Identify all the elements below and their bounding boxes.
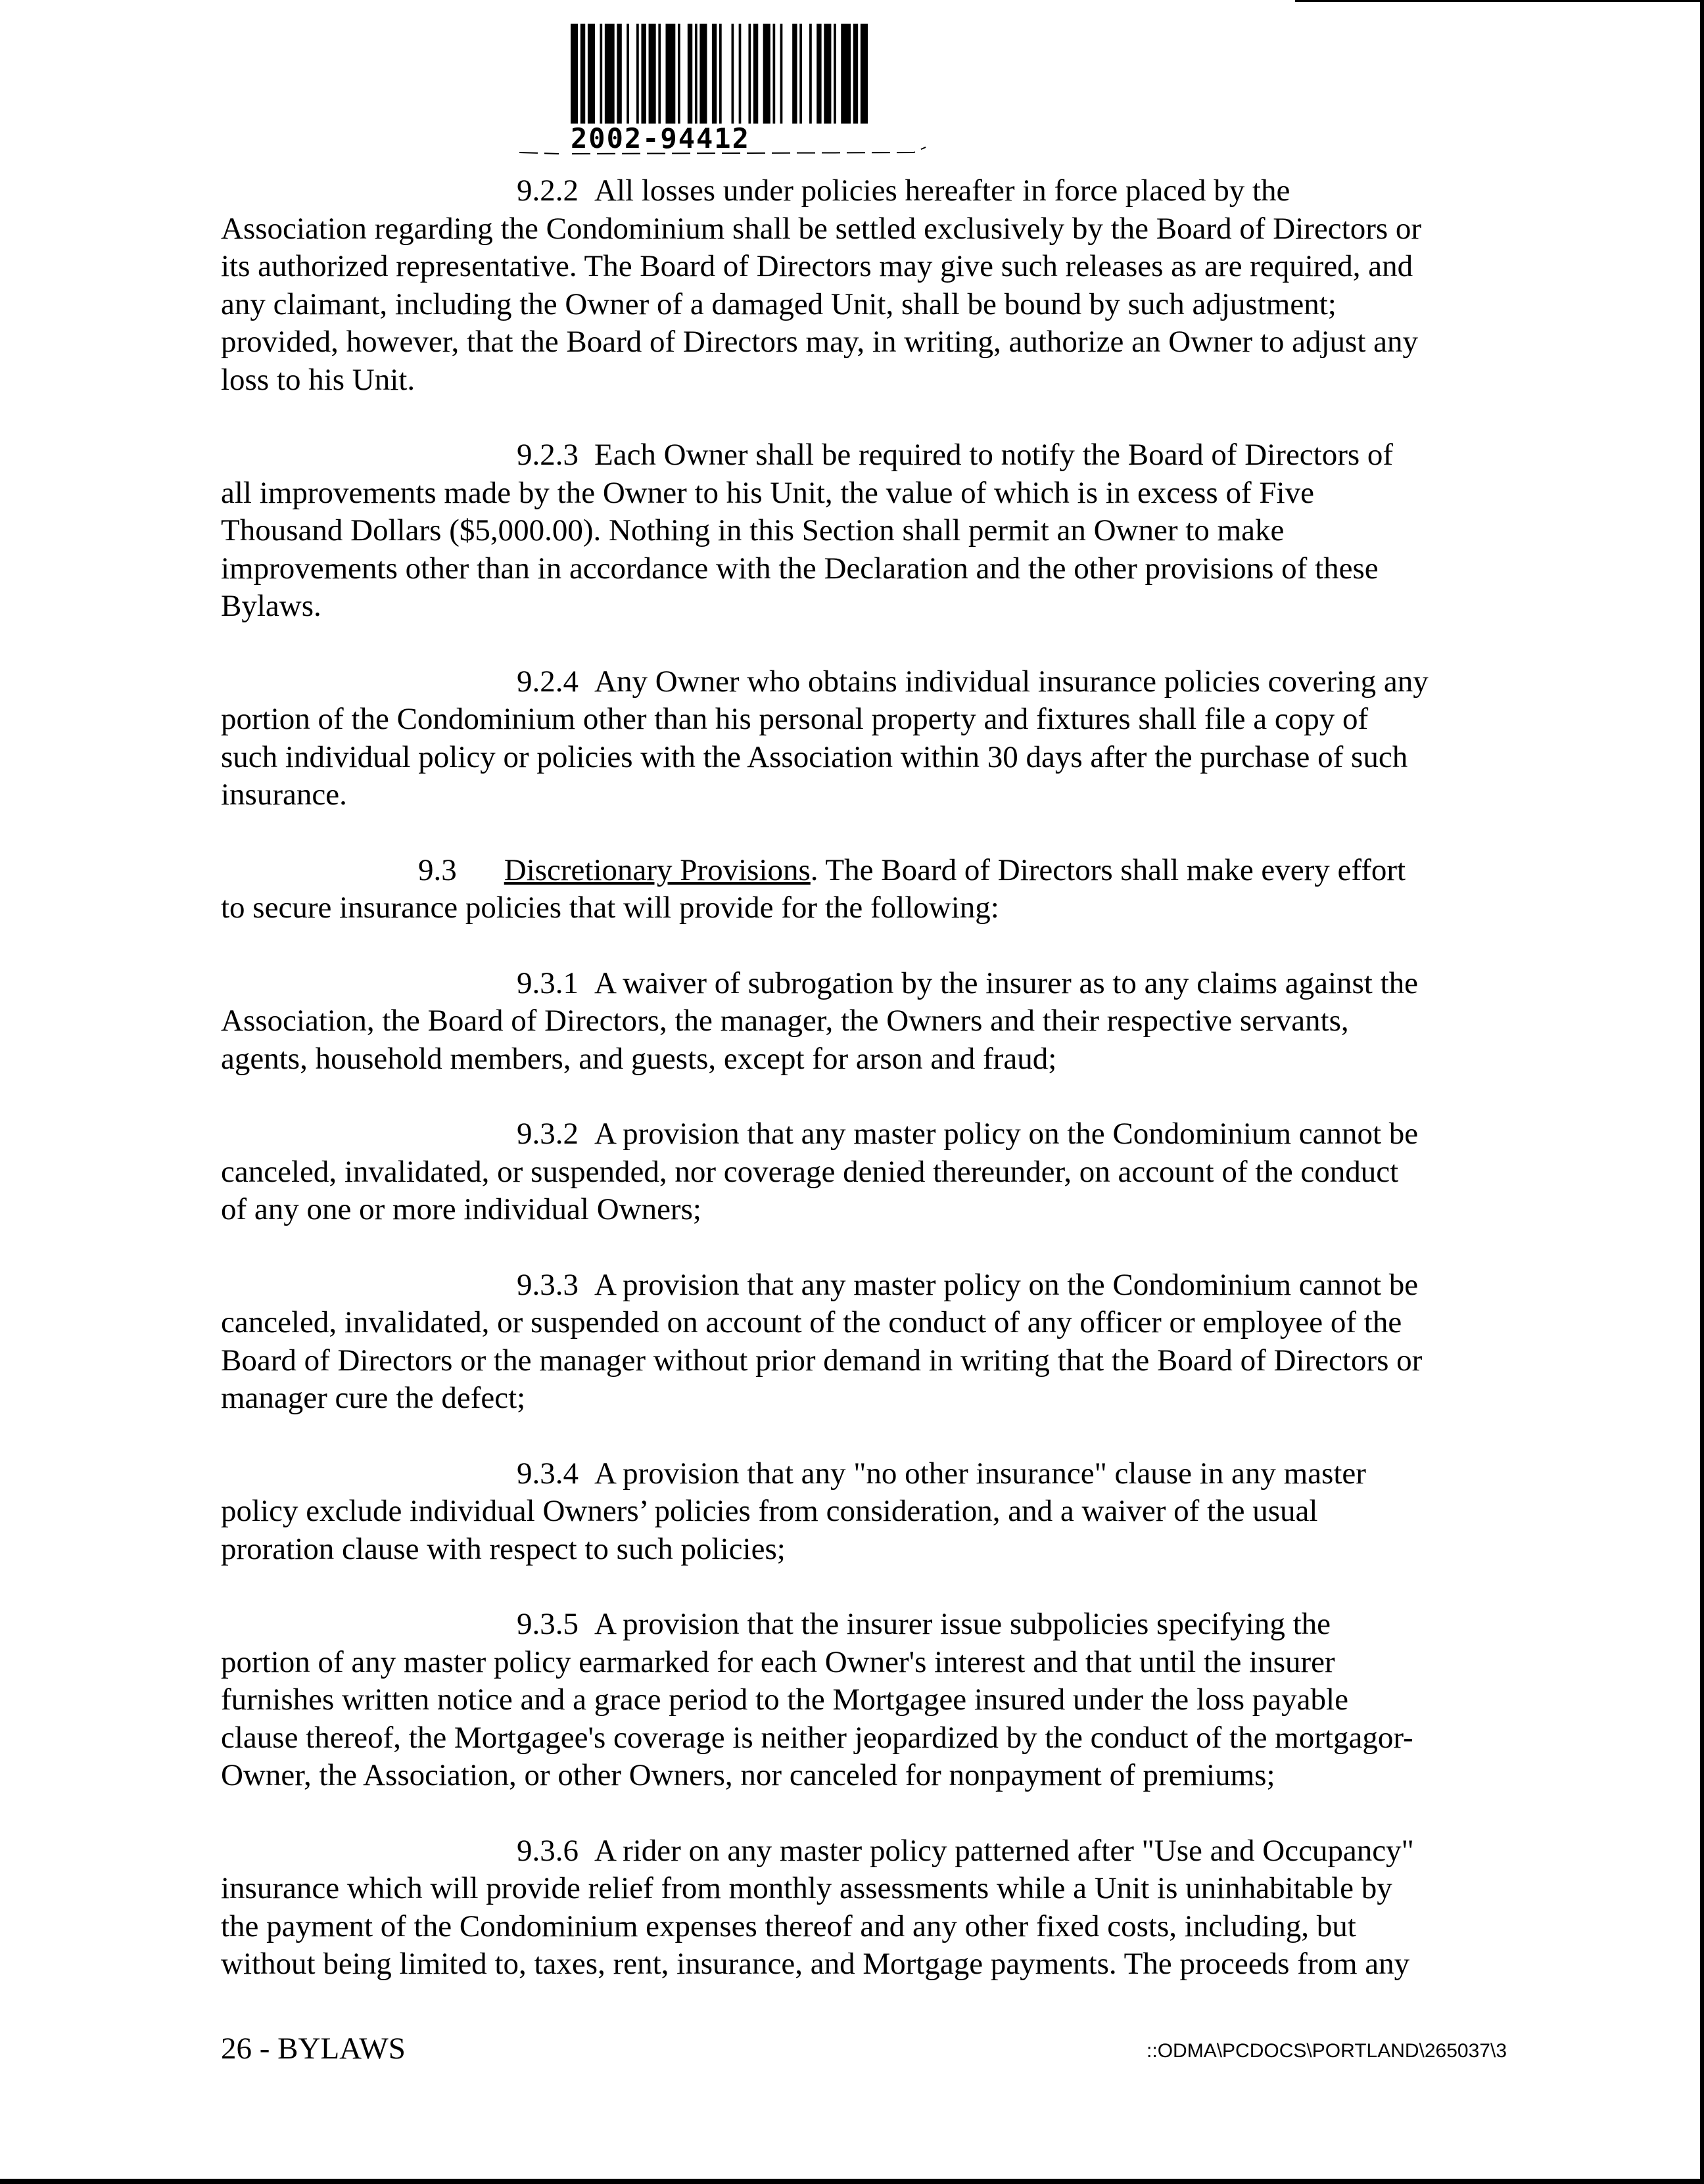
text-line: canceled, invalidated, or suspended, nor coverage denied thereunder, on account of the conduct	[221, 1154, 1399, 1189]
text-line: Association regarding the Condominium shall be settled exclusively by the Board of Directors or	[221, 211, 1422, 246]
document-body	[221, 172, 1505, 1984]
scan-edge-top	[1295, 0, 1704, 2]
document-path: ::ODMA\PCDOCS\PORTLAND\265037\3	[1147, 2040, 1507, 2062]
section-number: 9.3.4	[517, 1456, 579, 1491]
text-line: portion of any master policy earmarked for each Owner's interest and that until the insurer	[221, 1644, 1335, 1679]
section-number: 9.2.2	[517, 174, 579, 208]
section-9-2-2	[221, 172, 1505, 399]
text-line: clause thereof, the Mortgagee's coverage is neither jeopardized by the conduct of the mortgagor-	[221, 1720, 1413, 1755]
barcode-underline	[519, 146, 927, 155]
section-lead: A provision that any "no other insurance" clause in any master	[594, 1456, 1366, 1491]
section-9-3-6	[221, 1832, 1505, 1984]
section-lead: A provision that any master policy on the Condominium cannot be	[594, 1117, 1419, 1151]
text-line: of any one or more individual Owners;	[221, 1192, 701, 1226]
section-number: 9.2.4	[517, 664, 579, 699]
text-line: manager cure the defect;	[221, 1381, 526, 1415]
section-9-2-3	[221, 436, 1505, 626]
text-line: Association, the Board of Directors, the manager, the Owners and their respective servants,	[221, 1004, 1349, 1038]
text-line: portion of the Condominium other than his personal property and fixtures shall file a copy of	[221, 702, 1369, 736]
text-line: without being limited to, taxes, rent, insurance, and Mortgage payments. The proceeds from any	[221, 1947, 1410, 1981]
page-footer-label: 26 - BYLAWS	[221, 2032, 406, 2066]
text-line: Board of Directors or the manager without prior demand in writing that the Board of Directors or	[221, 1343, 1423, 1378]
barcode-image	[571, 24, 868, 124]
section-number: 9.2.3	[517, 438, 579, 472]
text-line: improvements other than in accordance with the Declaration and the other provisions of these	[221, 551, 1379, 586]
section-number: 9.3.1	[517, 965, 579, 1000]
section-lead: Each Owner shall be required to notify the Board of Directors of	[594, 438, 1394, 472]
section-lead: . The Board of Directors shall make every effort	[810, 852, 1406, 887]
text-line: agents, household members, and guests, except for arson and fraud;	[221, 1041, 1057, 1076]
text-line: its authorized representative. The Board of Directors may give such releases as are required, and	[221, 249, 1413, 283]
section-number: 9.3.2	[517, 1117, 579, 1151]
section-lead: A provision that any master policy on the Condominium cannot be	[594, 1267, 1419, 1302]
section-9-3-1	[221, 965, 1505, 1079]
scan-edge-right	[1700, 0, 1704, 2184]
text-line: Thousand Dollars ($5,000.00). Nothing in this Section shall permit an Owner to make	[221, 513, 1285, 547]
text-line: any claimant, including the Owner of a damaged Unit, shall be bound by such adjustment;	[221, 287, 1337, 321]
text-line: the payment of the Condominium expenses thereof and any other fixed costs, including, but	[221, 1909, 1356, 1943]
section-heading: Discretionary Provisions	[504, 852, 811, 887]
section-number: 9.3.5	[517, 1607, 579, 1641]
barcode-number: 2002-94412	[571, 122, 750, 154]
section-lead: All losses under policies hereafter in force placed by the	[594, 174, 1290, 208]
section-lead: Any Owner who obtains individual insurance policies covering any	[594, 664, 1429, 699]
text-line: policy exclude individual Owners’ policies from consideration, and a waiver of the usual	[221, 1494, 1318, 1528]
section-lead: A waiver of subrogation by the insurer as to any claims against the	[594, 965, 1419, 1000]
section-number: 9.3.6	[517, 1833, 579, 1868]
text-line: provided, however, that the Board of Directors may, in writing, authorize an Owner to adjust any	[221, 325, 1419, 359]
text-line: loss to his Unit.	[221, 362, 415, 397]
text-line: Bylaws.	[221, 589, 321, 623]
text-line: insurance which will provide relief from monthly assessments while a Unit is uninhabitable by	[221, 1871, 1392, 1905]
section-lead: A rider on any master policy patterned after "Use and Occupancy"	[594, 1833, 1414, 1868]
text-line: furnishes written notice and a grace period to the Mortgagee insured under the loss payable	[221, 1683, 1348, 1717]
section-9-2-4	[221, 663, 1505, 814]
section-number: 9.3	[418, 852, 457, 887]
text-line: to secure insurance policies that will provide for the following:	[221, 891, 999, 925]
section-9-3-5	[221, 1606, 1505, 1795]
section-lead: A provision that the insurer issue subpolicies specifying the	[594, 1607, 1331, 1641]
text-line: insurance.	[221, 778, 347, 812]
text-line: proration clause with respect to such policies;	[221, 1531, 786, 1566]
text-line: Owner, the Association, or other Owners, nor canceled for nonpayment of premiums;	[221, 1758, 1275, 1792]
section-9-3-4	[221, 1455, 1505, 1569]
section-9-3-2	[221, 1115, 1505, 1229]
section-9-3-3	[221, 1266, 1505, 1418]
scan-edge-bottom	[0, 2179, 1704, 2184]
text-line: all improvements made by the Owner to his Unit, the value of which is in excess of Five	[221, 475, 1314, 510]
text-line: canceled, invalidated, or suspended on account of the conduct of any officer or employee of the	[221, 1305, 1402, 1339]
section-number: 9.3.3	[517, 1267, 579, 1302]
text-line: such individual policy or policies with the Association within 30 days after the purchase of such	[221, 739, 1408, 774]
section-9-3	[221, 852, 1505, 927]
